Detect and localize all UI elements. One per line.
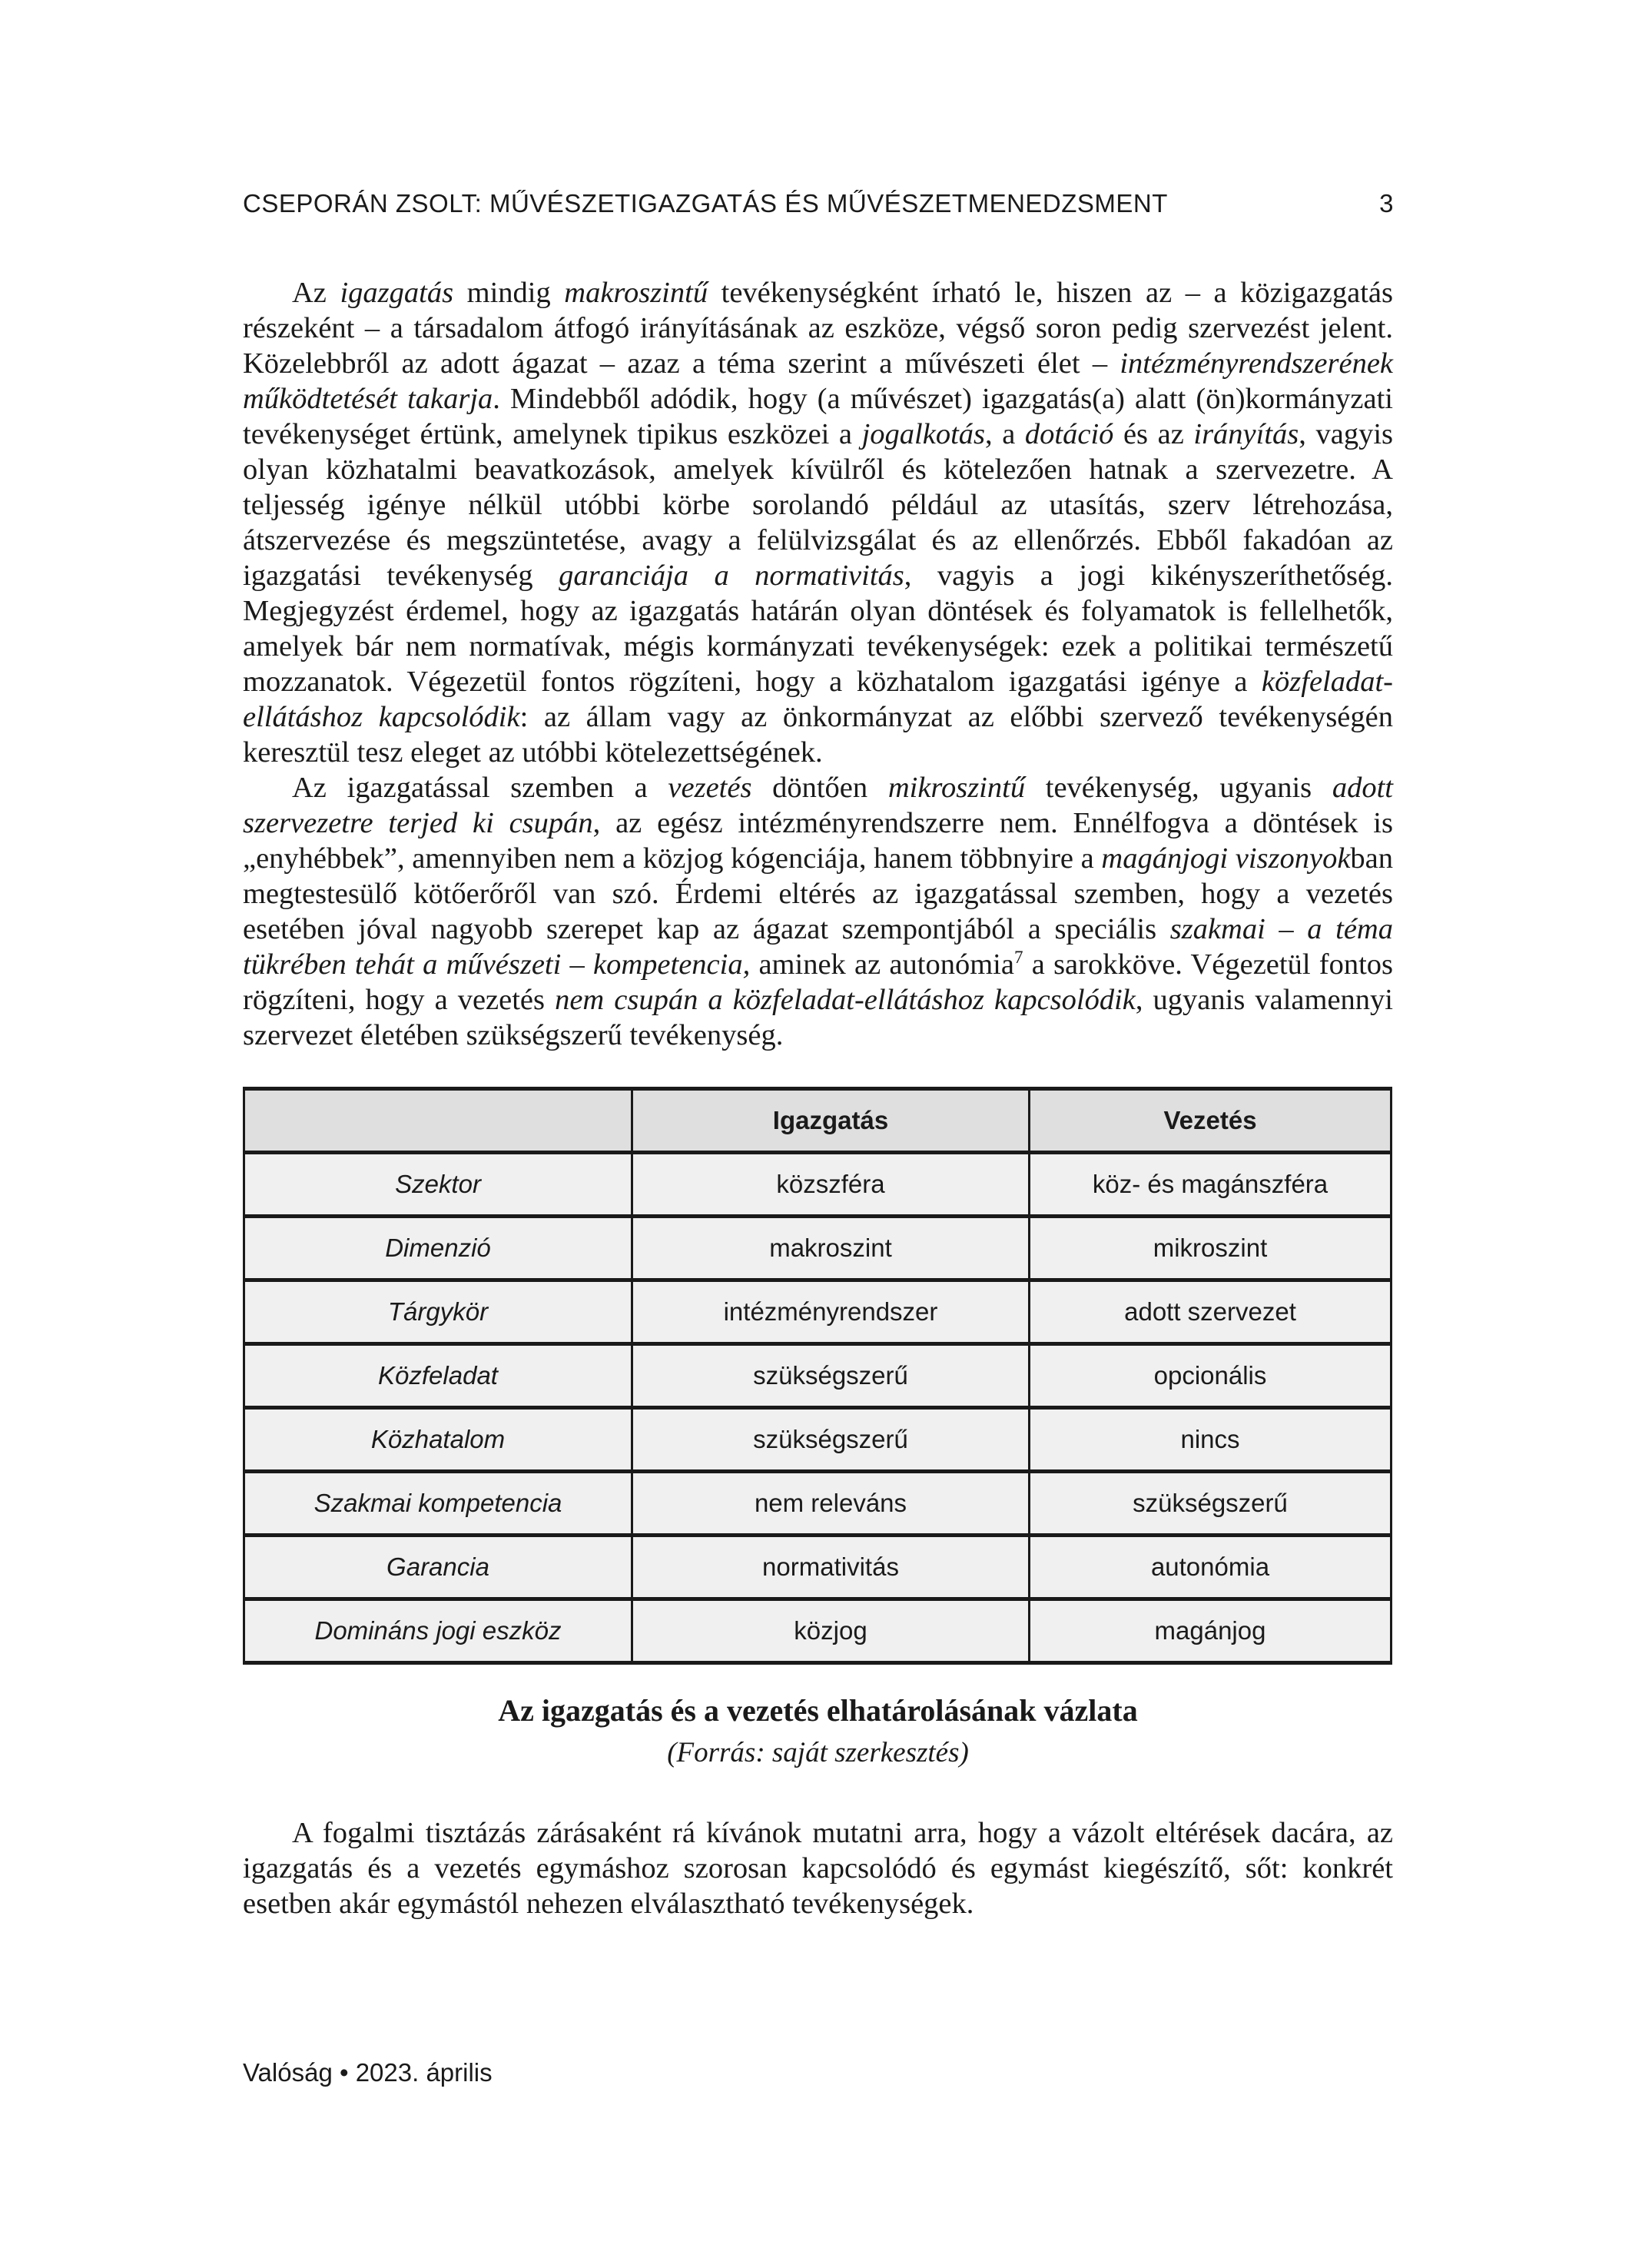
cell-igazgatas: normativitás [632,1536,1030,1599]
row-label: Közhatalom [244,1408,632,1472]
cell-vezetes: köz- és magánszféra [1030,1153,1392,1217]
journal-footer: Valóság • 2023. április [243,2058,493,2087]
text-run: tevékenység, ugyanis [1025,772,1332,804]
cell-igazgatas: közszféra [632,1153,1030,1217]
text-run: szakmai – a téma tükrében tehát a művészeti – kompetencia, [243,913,1393,981]
cell-igazgatas: intézményrendszer [632,1280,1030,1344]
text-run: mikroszintű [887,772,1026,804]
text-run: dotáció [1024,418,1114,450]
text-run: A fogalmi tisztázás zárásaként rá kívánok mutatni arra, hogy a vázolt eltérések dacára, az igazgatás és a vezetés egymáshoz szorosan kapcsolódó és egymást kiegészítő, sőt: konkrét esetben akár egymástól nehezen elválasztható tevékenységek. [243,1817,1393,1920]
cell-igazgatas: szükségszerű [632,1344,1030,1408]
text-run: aminek az autonómia [750,948,1014,981]
text-run: jogalkotás [861,418,986,450]
text-run: makroszintű [564,277,708,309]
table-row [244,1536,1392,1599]
cell-vezetes: nincs [1030,1408,1392,1472]
cell-igazgatas: makroszint [632,1217,1030,1280]
row-label: Közfeladat [244,1344,632,1408]
table-row [244,1280,1392,1344]
table-header-empty [244,1089,632,1153]
text-run: garanciája a normativitás [559,560,904,592]
text-run: vezetés [668,772,752,804]
text-run: tevékenységként írható le, hiszen az – a közigazgatás részeként – a társadalom átfogó irányításának az eszköze, végső soron pedig szervezést jelent. Közelebbről az adott ágazat – azaz a téma szerint a művészeti élet – [243,277,1393,380]
row-label: Garancia [244,1536,632,1599]
running-title: CSEPORÁN ZSOLT: MŰVÉSZETIGAZGATÁS ÉS MŰVÉSZETMENEDZSMENT [243,189,1168,218]
table-caption-title: Az igazgatás és a vezetés elhatárolásának vázlata [498,1693,1138,1728]
text-run: irányítás [1193,418,1299,450]
cell-igazgatas: szükségszerű [632,1408,1030,1472]
table-header-vezetes: Vezetés [1030,1089,1392,1153]
text-run: , vagyis olyan közhatalmi beavatkozások, amelyek kívülről és kötelezően hatnak a szervezetre. A teljesség igénye nélkül utóbbi körbe sorolandó például az utasítás, szerv létrehozása, átszervezése és megszüntetése, avagy a felülvizsgálat és az ellenőrzés. Ebből fakadóan az igazgatási tevékenység [243,418,1393,592]
text-run: adott szervezetre terjed ki csupán [243,772,1393,839]
cell-vezetes: szükségszerű [1030,1472,1392,1536]
row-label: Tárgykör [244,1280,632,1344]
text-run: , ugyanis valamennyi szervezet életében szükségszerű tevékenység. [243,984,1393,1051]
paragraph-vezetes [243,770,1393,1053]
text-run: 7 [1013,947,1023,968]
table-row [244,1408,1392,1472]
text-run: nem csupán a közfeladat-ellátáshoz kapcsolódik [555,984,1136,1016]
cell-vezetes: mikroszint [1030,1217,1392,1280]
row-label: Domináns jogi eszköz [244,1599,632,1663]
cell-igazgatas: közjog [632,1599,1030,1663]
row-label: Dimenzió [244,1217,632,1280]
text-run: . Mindebből adódik, hogy (a művészet) igazgatás(a) alatt (ön)kormányzati tevékenységet értünk, amelynek tipikus eszközei a [243,383,1393,450]
paragraph-closing [243,1815,1393,1921]
table-row [244,1599,1392,1663]
page-number: 3 [1379,189,1394,218]
text-run: közfeladat-ellátáshoz kapcsolódik [243,666,1393,733]
cell-igazgatas: nem releváns [632,1472,1030,1536]
cell-vezetes: autonómia [1030,1536,1392,1599]
cell-vezetes: opcionális [1030,1344,1392,1408]
table-caption-source: (Forrás: saját szerkesztés) [667,1737,969,1768]
table-row [244,1153,1392,1217]
text-run: döntően [751,772,888,804]
comparison-table [243,1087,1392,1665]
page-header [243,189,1394,218]
text-run: Az igazgatással szemben a [292,772,668,804]
cell-vezetes: adott szervezet [1030,1280,1392,1344]
text-run: magánjogi viszonyok [1101,842,1351,875]
table-row [244,1344,1392,1408]
text-run: Az [292,277,340,309]
text-run: intézményrendszerének működtetését takarja [243,347,1393,415]
table-header-row [244,1089,1392,1153]
table-header-igazgatas: Igazgatás [632,1089,1030,1153]
table-row [244,1217,1392,1280]
table-row [244,1472,1392,1536]
page-content [243,275,1393,1921]
text-run: és az [1113,418,1194,450]
text-run: , vagyis a jogi kikényszeríthetőség. Megjegyzést érdemel, hogy az igazgatás határán olyan döntések és folyamatok is fellelhetők, amelyek bár nem normatívak, mégis kormányzati tevékenységek: ezek a politikai természetű mozzanatok. Végezetül fontos rögzíteni, hogy a közhatalom igazgatási igénye a [243,560,1393,698]
cell-vezetes: magánjog [1030,1599,1392,1663]
row-label: Szektor [244,1153,632,1217]
paragraph-igazgatas [243,275,1393,770]
text-run: igazgatás [340,277,454,309]
text-run: : az állam vagy az önkormányzat az előbbi szervező tevékenységén keresztül tesz eleget az utóbbi kötelezettségének. [243,701,1393,769]
row-label: Szakmai kompetencia [244,1472,632,1536]
text-run: mindig [453,277,565,309]
text-run: , az egész intézményrendszerre nem. Ennélfogva a döntések is „enyhébbek”, amennyiben nem a közjog kógenciája, hanem többnyire a [243,807,1393,875]
text-run: a sarokköve. Végezetül fontos rögzíteni, hogy a vezetés [243,948,1393,1016]
text-run: , a [985,418,1025,450]
text-run: ban megtestesülő kötőerőről van szó. Érdemi eltérés az igazgatással szemben, hogy a vezetés esetében jóval nagyobb szerepet kap az ágazat szempontjából a speciális [243,842,1394,945]
